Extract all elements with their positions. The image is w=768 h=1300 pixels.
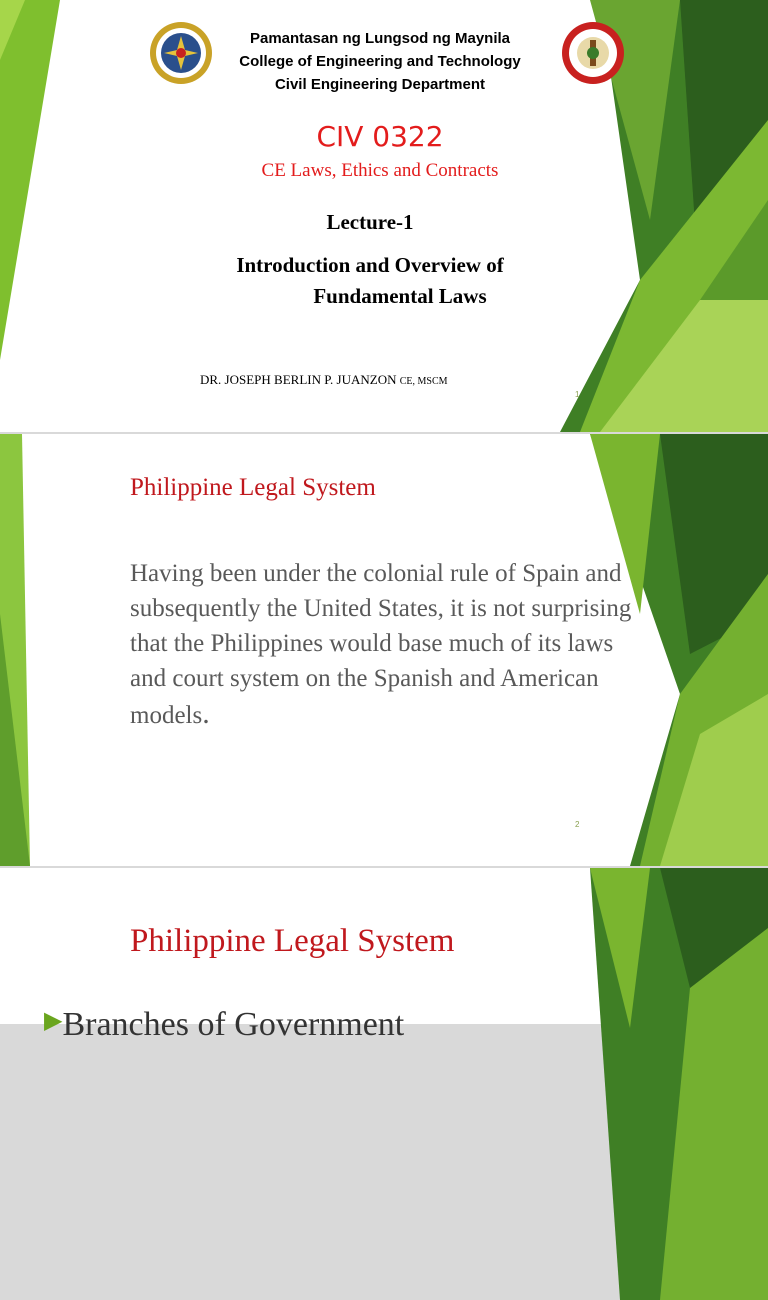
university-name: Pamantasan ng Lungsod ng Maynila xyxy=(249,30,511,47)
content-slide-partial xyxy=(0,868,768,1043)
lecture-number: Lecture-1 xyxy=(326,210,414,234)
bullet-arrow-icon: ▶ xyxy=(44,1008,63,1034)
slide-number: 2 xyxy=(575,820,580,829)
content-slide xyxy=(0,434,768,866)
bullet-item xyxy=(44,1006,404,1044)
cet-seal-logo xyxy=(560,20,626,86)
lecture-title xyxy=(160,250,580,312)
title-slide xyxy=(0,0,768,432)
plm-seal-logo xyxy=(148,20,214,86)
course-code: CIV 0322 xyxy=(316,120,444,153)
author-credentials: CE, MSCM xyxy=(399,376,448,387)
department-name: Civil Engineering Department xyxy=(274,76,486,93)
lecture-title-line-1: Introduction and Overview of xyxy=(236,253,504,277)
college-name: College of Engineering and Technology xyxy=(239,53,521,70)
body-text: Having been under the colonial rule of Spain and subsequently the United States, it is not surprising that the Philippines would base much of its laws and court system on the Spanish and American models xyxy=(130,560,632,729)
bullet-text: Branches of Government xyxy=(62,1006,405,1043)
section-title: Philippine Legal System xyxy=(130,923,455,959)
slide-number: 1 xyxy=(575,390,580,399)
author xyxy=(200,372,448,388)
section-title: Philippine Legal System xyxy=(130,474,376,501)
lecture-title-line-2: Fundamental Laws xyxy=(313,284,487,308)
author-name: DR. JOSEPH BERLIN P. JUANZON xyxy=(200,372,397,387)
course-title: CE Laws, Ethics and Contracts xyxy=(261,160,499,181)
body-paragraph xyxy=(130,556,650,733)
body-period: . xyxy=(202,697,210,730)
